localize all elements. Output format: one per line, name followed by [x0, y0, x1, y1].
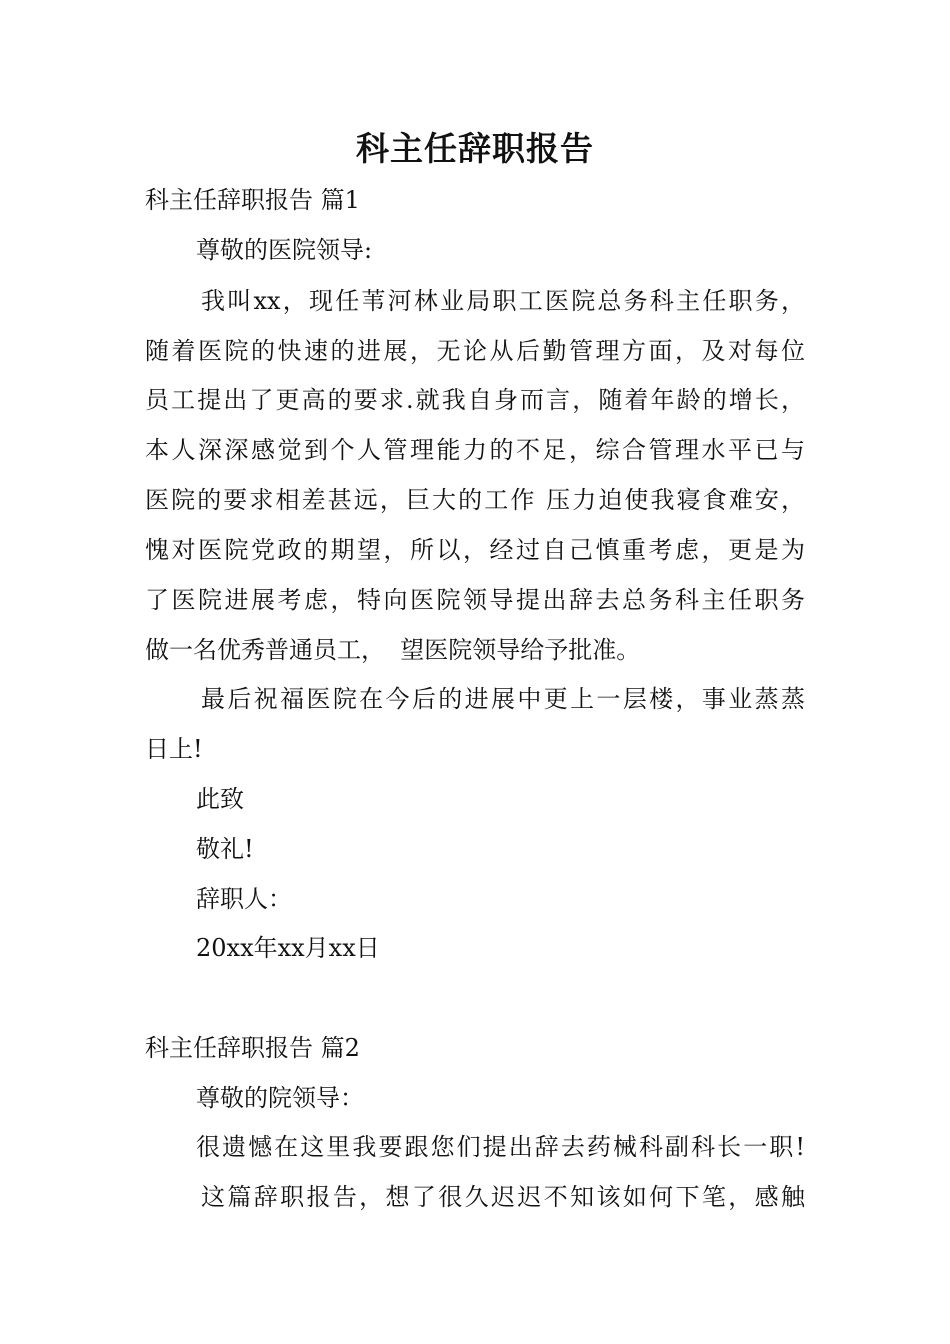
signature-label: 辞职人：: [196, 885, 292, 913]
paragraph-line: 愧对医院党政的期望，所以，经过自己慎重考虑，更是为: [145, 536, 805, 564]
paragraph-line: 很遗憾在这里我要跟您们提出辞去药械科副科长一职!: [196, 1133, 805, 1161]
section-heading-2: 科主任辞职报告 篇2: [145, 1034, 360, 1062]
date-line: 20xx年xx月xx日: [196, 934, 380, 962]
paragraph-line: 员工提出了更高的要求.就我自身而言，随着年龄的增长，: [145, 386, 805, 414]
paragraph-line: 随着医院的快速的进展，无论从后勤管理方面，及对每位: [145, 337, 805, 365]
document-title: 科主任辞职报告: [356, 129, 594, 168]
paragraph-line: 了医院进展考虑，特向医院领导提出辞去总务科主任职务: [145, 586, 805, 614]
paragraph-line: 医院的要求相差甚远，巨大的工作 压力迫使我寝食难安，: [145, 486, 805, 514]
salutation-1: 尊敬的医院领导:: [196, 236, 373, 264]
paragraph-line: 这篇辞职报告，想了很久迟迟不知该如何下笔，感触: [201, 1183, 805, 1211]
paragraph-line: 做一名优秀普通员工， 望医院领导给予批准。: [145, 636, 641, 664]
paragraph-line: 最后祝福医院在今后的进展中更上一层楼，事业蒸蒸: [201, 685, 805, 713]
closing-line: 此致: [196, 785, 244, 813]
paragraph-line: 日上!: [145, 735, 203, 763]
paragraph-line: 本人深深感觉到个人管理能力的不足，综合管理水平已与: [145, 436, 805, 464]
section-heading-1: 科主任辞职报告 篇1: [145, 186, 360, 214]
salutation-2: 尊敬的院领导：: [196, 1084, 364, 1112]
closing-line: 敬礼!: [196, 835, 254, 863]
paragraph-line: 我叫xx，现任苇河林业局职工医院总务科主任职务，: [201, 287, 805, 315]
